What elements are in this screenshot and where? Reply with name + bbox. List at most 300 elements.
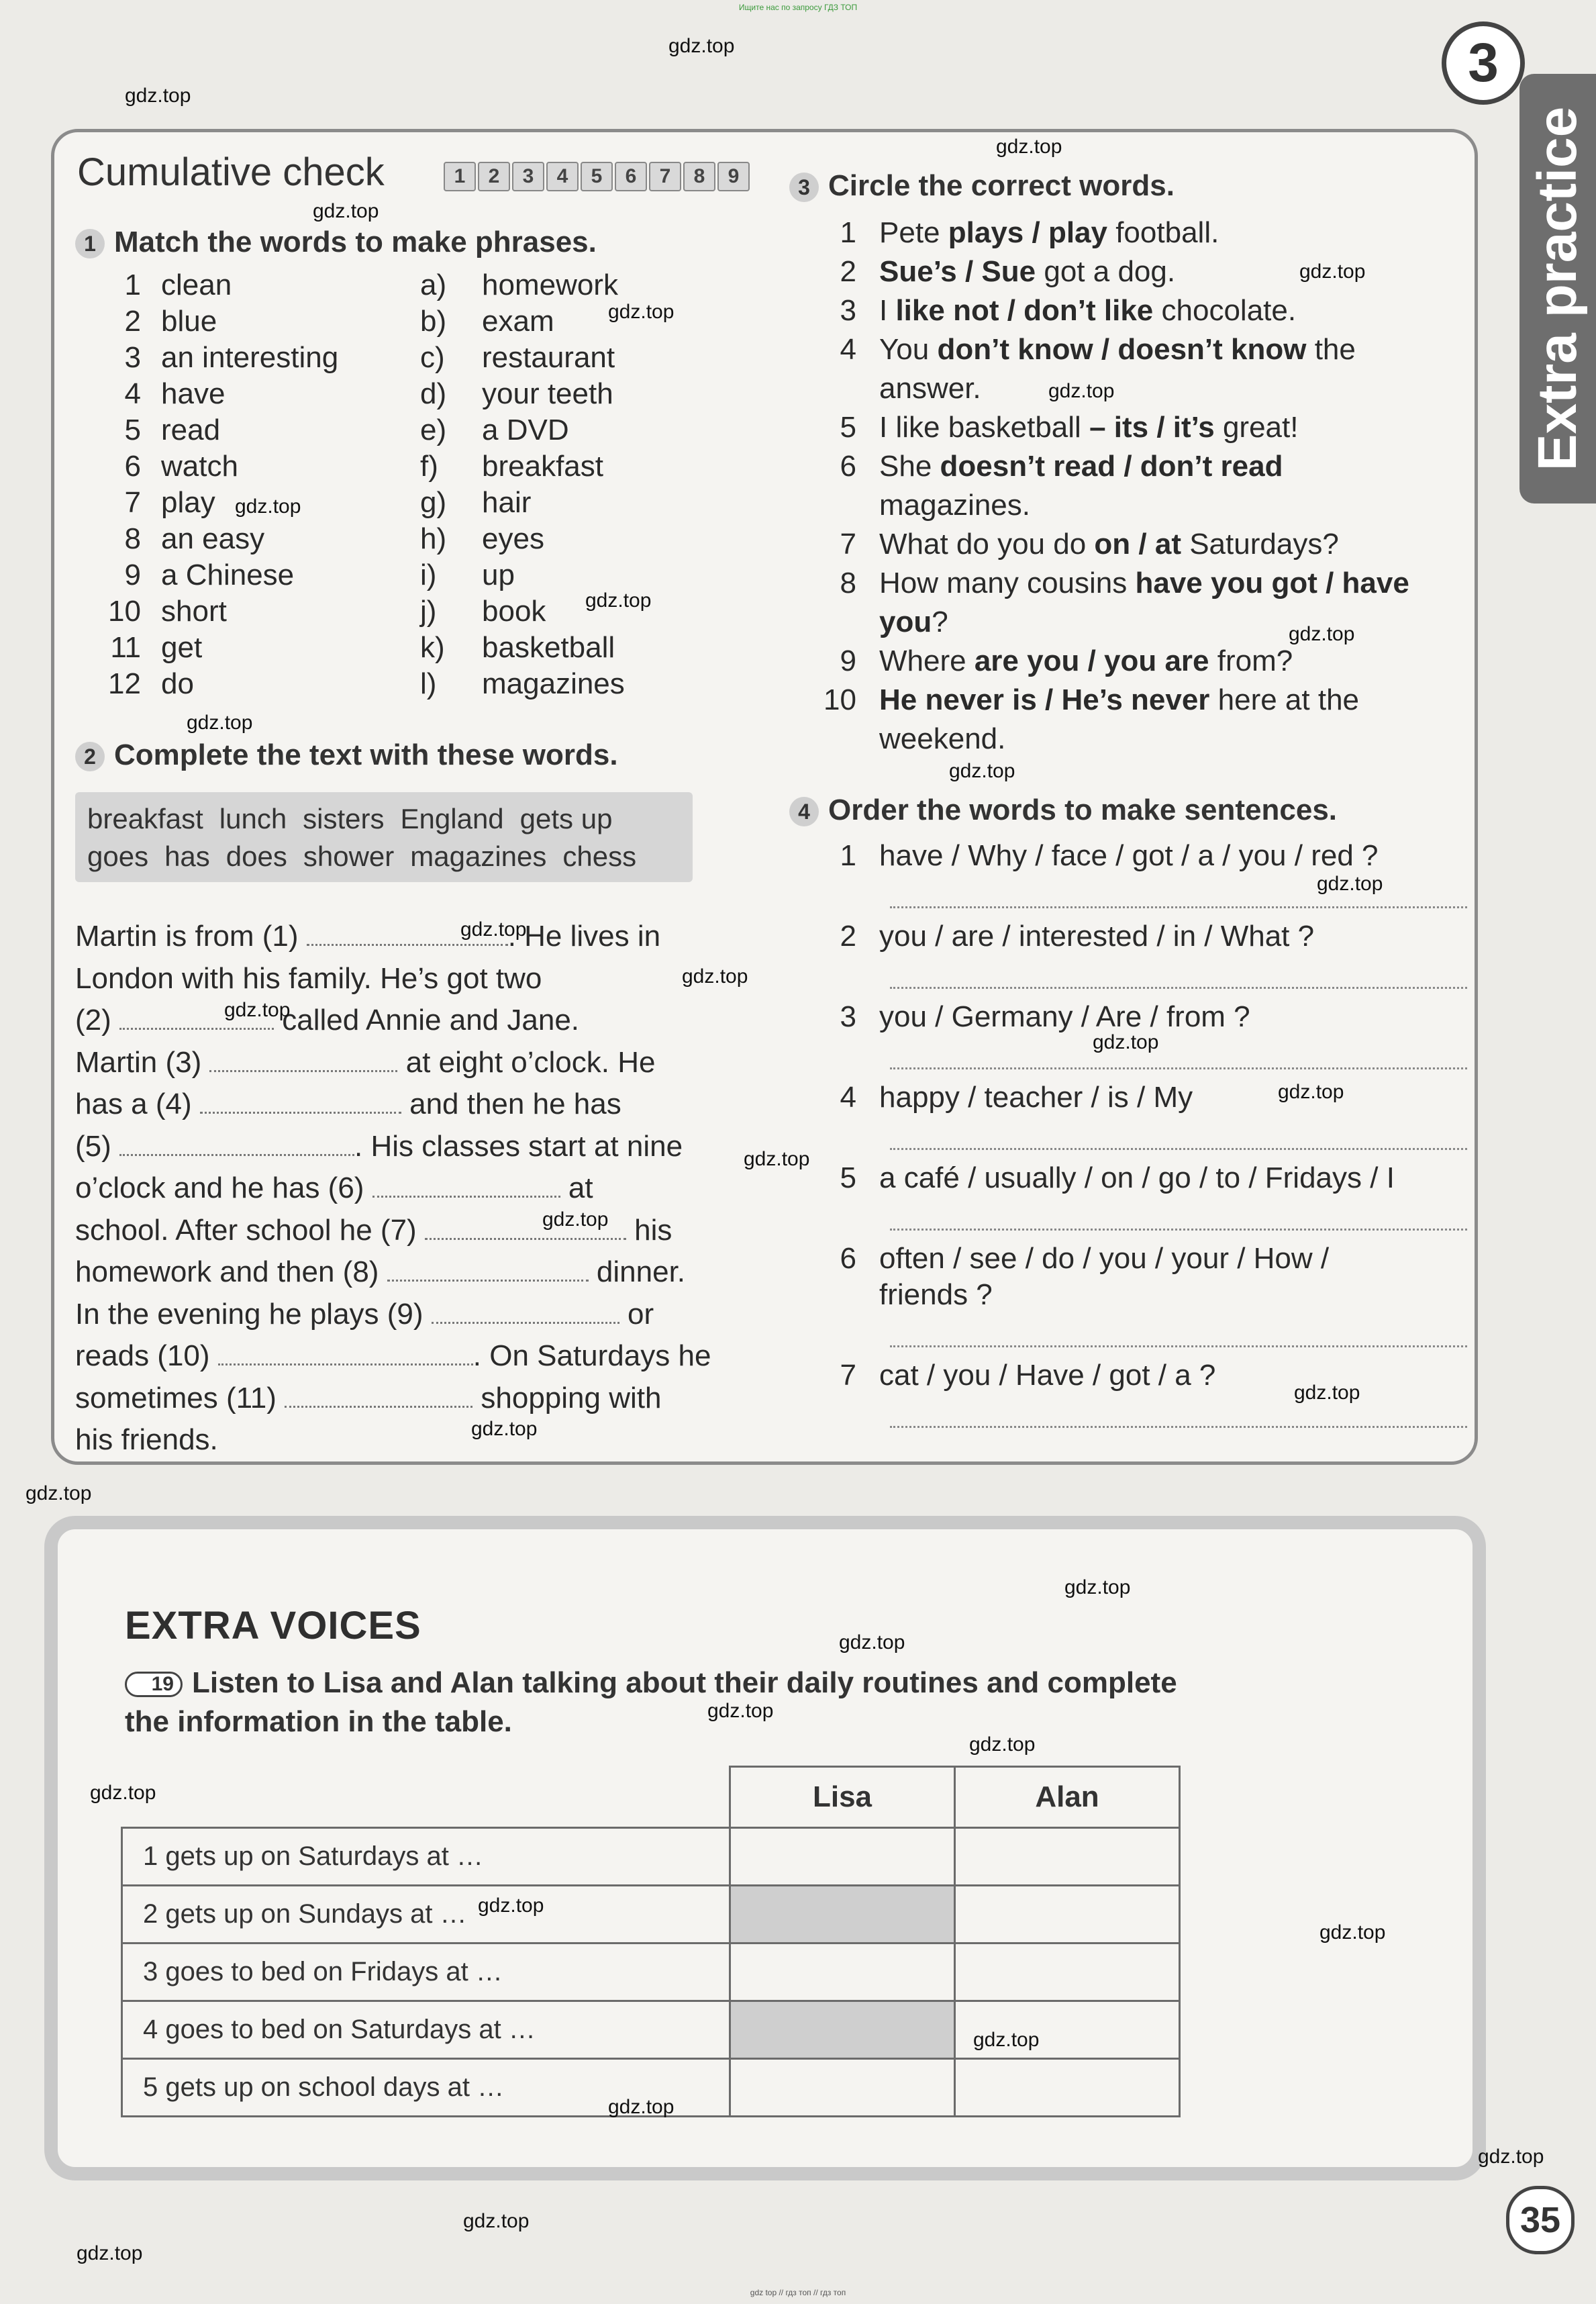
sentence-text: Where bbox=[879, 644, 975, 677]
list-item bbox=[819, 1242, 1329, 1276]
sentence-text: Saturdays? bbox=[1181, 528, 1339, 561]
text-segment: sometimes (11) bbox=[75, 1381, 285, 1414]
text-line bbox=[75, 1255, 685, 1289]
item-text: restaurant bbox=[482, 341, 615, 374]
item-letter: l) bbox=[420, 667, 437, 700]
text-line bbox=[75, 1130, 683, 1163]
item-text: a café / usually / on / go / to / Fridays / I bbox=[879, 1161, 1395, 1194]
item-number: 3 bbox=[124, 341, 141, 374]
watermark-text: gdz.top bbox=[187, 712, 253, 734]
item-text: have / Why / face / got / a / you / red ? bbox=[879, 839, 1379, 872]
list-item bbox=[101, 414, 220, 447]
item-text: hair bbox=[482, 486, 532, 519]
sentence-text: here at the bbox=[1209, 683, 1360, 716]
unit-step: 8 bbox=[683, 162, 715, 191]
lisa-cell[interactable] bbox=[730, 2059, 955, 2117]
item-letter: g) bbox=[420, 486, 447, 519]
text-segment: Martin is from (1) bbox=[75, 920, 307, 953]
item-letter: j) bbox=[420, 595, 437, 628]
item-number: 1 bbox=[840, 839, 856, 872]
item-number: 4 bbox=[840, 1081, 856, 1114]
word-bank bbox=[75, 792, 693, 882]
option-text[interactable]: plays / play bbox=[948, 216, 1107, 249]
word-bank-line bbox=[87, 800, 681, 838]
list-item bbox=[819, 644, 1293, 678]
answer-blank[interactable] bbox=[372, 1173, 560, 1198]
list-item bbox=[101, 486, 215, 520]
watermark-text: gdz.top bbox=[1478, 2146, 1544, 2168]
text-segment: at bbox=[560, 1171, 593, 1204]
row-label: 4 goes to bed on Saturdays at … bbox=[122, 2001, 730, 2059]
list-item bbox=[420, 595, 546, 628]
option-text[interactable]: are you / you are bbox=[974, 644, 1209, 677]
exercise-title: Complete the text with these words. bbox=[114, 738, 618, 771]
item-text: you / are / interested / in / What ? bbox=[879, 920, 1315, 953]
list-item bbox=[101, 305, 217, 338]
item-text: blue bbox=[161, 305, 217, 338]
text-line bbox=[75, 1171, 593, 1205]
alan-cell[interactable] bbox=[955, 1943, 1180, 2001]
item-text: clean bbox=[161, 269, 232, 301]
option-text[interactable]: have you got / have bbox=[1135, 567, 1409, 599]
watermark-text: gdz.top bbox=[949, 760, 1015, 782]
list-item bbox=[819, 294, 1296, 328]
item-letter: b) bbox=[420, 305, 447, 338]
answer-line[interactable] bbox=[890, 1345, 1467, 1347]
lisa-cell[interactable] bbox=[730, 1886, 955, 1943]
exercise-title: Circle the correct words. bbox=[828, 169, 1175, 202]
word-bank-line bbox=[87, 838, 681, 875]
row-label: 2 gets up on Sundays at … bbox=[122, 1886, 730, 1943]
lisa-cell[interactable] bbox=[730, 1943, 955, 2001]
alan-cell[interactable] bbox=[955, 2059, 1180, 2117]
row-label: 1 gets up on Saturdays at … bbox=[122, 1828, 730, 1886]
sentence-text: the bbox=[1306, 333, 1356, 366]
exercise-3-heading bbox=[789, 169, 1175, 203]
side-tab-label: Extra practice bbox=[1527, 106, 1588, 471]
answer-blank[interactable] bbox=[119, 1131, 354, 1156]
item-text: an interesting bbox=[161, 341, 339, 374]
answer-line[interactable] bbox=[890, 987, 1467, 989]
option-text[interactable]: like not / don’t like bbox=[895, 294, 1154, 327]
answer-blank[interactable] bbox=[200, 1089, 401, 1114]
text-segment: . On Saturdays he bbox=[472, 1339, 711, 1372]
text-line bbox=[75, 1382, 661, 1415]
text-segment: and then he has bbox=[401, 1088, 621, 1120]
text-segment: Martin (3) bbox=[75, 1045, 210, 1079]
watermark-text: gdz.top bbox=[1048, 380, 1115, 402]
option-text[interactable]: Sue’s / Sue bbox=[879, 255, 1036, 288]
unit-step: 4 bbox=[546, 162, 579, 191]
word-bank-word: sisters bbox=[303, 803, 385, 834]
watermark-text: gdz.top bbox=[744, 1148, 810, 1170]
sentence-text: great! bbox=[1214, 411, 1299, 444]
list-item bbox=[101, 667, 194, 701]
watermark-text: gdz.top bbox=[235, 495, 301, 518]
item-text: a Chinese bbox=[161, 559, 295, 591]
watermark-text: gdz.top bbox=[1289, 623, 1355, 645]
text-segment: In the evening he plays (9) bbox=[75, 1297, 432, 1331]
text-segment: London with his family. He’s got two bbox=[75, 961, 542, 995]
sentence-text: She bbox=[879, 450, 940, 483]
option-text[interactable]: doesn’t read / don’t read bbox=[940, 450, 1283, 483]
sentence-text: chocolate. bbox=[1153, 294, 1297, 327]
answer-blank[interactable] bbox=[209, 1047, 397, 1072]
side-tab bbox=[1519, 74, 1596, 503]
exercise-1-heading bbox=[75, 226, 597, 259]
list-item bbox=[420, 305, 554, 338]
watermark-text: gdz.top bbox=[460, 918, 527, 941]
exercise-number: 4 bbox=[789, 797, 819, 826]
list-item bbox=[819, 920, 1314, 953]
watermark-text: gdz.top bbox=[608, 2096, 675, 2118]
text-segment: his bbox=[626, 1213, 672, 1247]
sentence-text: What do you do bbox=[879, 528, 1095, 561]
list-item bbox=[819, 1359, 1215, 1392]
text-segment: . He lives in bbox=[507, 920, 661, 953]
option-text[interactable]: – its / it’s bbox=[1089, 411, 1215, 444]
item-letter: f) bbox=[420, 450, 438, 483]
text-line bbox=[75, 1298, 654, 1331]
row-label: 3 goes to bed on Fridays at … bbox=[122, 1943, 730, 2001]
list-item bbox=[101, 559, 294, 592]
answer-line[interactable] bbox=[890, 1148, 1467, 1150]
item-number: 1 bbox=[840, 216, 856, 249]
watermark-text: gdz.top bbox=[1299, 260, 1366, 283]
list-item bbox=[819, 1000, 1250, 1034]
item-text: happy / teacher / is / My bbox=[879, 1081, 1193, 1114]
item-text: cat / you / Have / got / a ? bbox=[879, 1359, 1216, 1392]
exercise-number: 1 bbox=[75, 229, 105, 258]
item-text: have bbox=[161, 377, 226, 410]
item-number: 1 bbox=[124, 269, 141, 301]
list-item bbox=[420, 269, 618, 302]
list-item bbox=[420, 414, 569, 447]
routine-table bbox=[121, 1766, 1181, 2117]
table-row bbox=[122, 1943, 1180, 2001]
text-line bbox=[75, 1046, 655, 1079]
item-number: 6 bbox=[840, 1242, 856, 1275]
watermark-text: gdz.top bbox=[1319, 1921, 1386, 1943]
item-number: 5 bbox=[124, 414, 141, 446]
instruction-text: Listen to Lisa and Alan talking about their daily routines and complete the information in the table. bbox=[125, 1666, 1177, 1738]
item-letter: d) bbox=[420, 377, 447, 410]
answer-blank[interactable] bbox=[285, 1383, 472, 1408]
unit-step: 2 bbox=[478, 162, 510, 191]
table-row bbox=[122, 1886, 1180, 1943]
row-label: 5 gets up on school days at … bbox=[122, 2059, 730, 2117]
item-letter: k) bbox=[420, 631, 445, 664]
exercise-number: 3 bbox=[789, 173, 819, 202]
item-number: 4 bbox=[124, 377, 141, 410]
item-text: exam bbox=[482, 305, 554, 338]
unit-step: 6 bbox=[615, 162, 647, 191]
watermark-text: gdz.top bbox=[542, 1208, 609, 1231]
item-number: 10 bbox=[108, 595, 141, 628]
answer-line[interactable] bbox=[890, 1426, 1467, 1428]
text-line bbox=[75, 920, 660, 953]
exercise-2-heading bbox=[75, 738, 618, 772]
watermark-text: gdz.top bbox=[1317, 873, 1383, 895]
item-number: 10 bbox=[824, 683, 856, 716]
item-number: 6 bbox=[124, 450, 141, 483]
item-text: an easy bbox=[161, 522, 265, 555]
list-item bbox=[101, 269, 232, 302]
word-bank-word: shower bbox=[303, 841, 395, 872]
unit-step: 3 bbox=[512, 162, 544, 191]
sentence-text: I bbox=[879, 294, 896, 327]
item-text: breakfast bbox=[482, 450, 603, 483]
item-text: do bbox=[161, 667, 194, 700]
item-letter: h) bbox=[420, 522, 447, 555]
item-number: 9 bbox=[124, 559, 141, 591]
list-item bbox=[101, 631, 202, 665]
list-item bbox=[819, 450, 1283, 483]
item-number: 4 bbox=[840, 333, 856, 366]
audio-track-icon[interactable]: 19 bbox=[125, 1672, 183, 1697]
sentence-text: got a dog. bbox=[1036, 255, 1176, 288]
lisa-cell[interactable] bbox=[730, 1828, 955, 1886]
watermark-text: gdz.top bbox=[668, 35, 735, 57]
list-item bbox=[101, 377, 225, 411]
item-text: get bbox=[161, 631, 203, 664]
exercise-title: Order the words to make sentences. bbox=[828, 794, 1338, 826]
item-number: 6 bbox=[840, 450, 856, 483]
word-bank-word: chess bbox=[562, 841, 637, 872]
sentence-text: weekend. bbox=[879, 722, 1006, 755]
top-banner: Ищите нас по запросу ГДЗ ТОП bbox=[738, 3, 858, 12]
list-item bbox=[819, 489, 1030, 522]
answer-blank[interactable] bbox=[218, 1341, 473, 1365]
item-text: book bbox=[482, 595, 546, 628]
list-item bbox=[101, 450, 238, 483]
watermark-text: gdz.top bbox=[26, 1482, 92, 1504]
unit-step: 9 bbox=[717, 162, 750, 191]
item-text: play bbox=[161, 486, 215, 519]
option-text[interactable]: He never is / He’s never bbox=[879, 683, 1210, 716]
unit-step: 5 bbox=[581, 162, 613, 191]
watermark-text: gdz.top bbox=[608, 301, 675, 323]
list-item bbox=[420, 341, 615, 375]
list-item bbox=[819, 606, 948, 639]
text-segment: his friends. bbox=[75, 1423, 218, 1456]
item-text: eyes bbox=[482, 522, 544, 555]
list-item bbox=[420, 559, 515, 592]
list-item bbox=[420, 486, 531, 520]
list-item bbox=[420, 667, 625, 701]
option-text[interactable]: you bbox=[879, 606, 932, 638]
list-item bbox=[819, 1081, 1193, 1114]
extra-voices-title: EXTRA VOICES bbox=[125, 1604, 421, 1647]
sentence-text: You bbox=[879, 333, 938, 366]
text-segment: shopping with bbox=[472, 1381, 662, 1414]
item-text: short bbox=[161, 595, 227, 628]
answer-line[interactable] bbox=[890, 1229, 1467, 1231]
table-corner bbox=[122, 1767, 730, 1828]
item-number: 9 bbox=[840, 644, 856, 677]
unit-step: 1 bbox=[444, 162, 476, 191]
watermark-text: gdz.top bbox=[1278, 1081, 1344, 1103]
item-letter: a) bbox=[420, 269, 447, 301]
word-bank-word: lunch bbox=[219, 803, 287, 834]
option-text[interactable]: on / at bbox=[1094, 528, 1181, 561]
word-bank-word: England bbox=[400, 803, 504, 834]
sentence-text: How many cousins bbox=[879, 567, 1136, 599]
watermark-text: gdz.top bbox=[969, 1733, 1036, 1756]
item-number: 5 bbox=[840, 411, 856, 444]
item-number: 8 bbox=[840, 567, 856, 599]
word-bank-word: breakfast bbox=[87, 803, 203, 834]
item-text: up bbox=[482, 559, 515, 591]
list-item bbox=[420, 631, 615, 665]
item-text: you / Germany / Are / from ? bbox=[879, 1000, 1250, 1033]
list-item bbox=[819, 411, 1298, 444]
item-text: basketball bbox=[482, 631, 615, 664]
text-segment: (5) bbox=[75, 1129, 119, 1163]
item-text: read bbox=[161, 414, 221, 446]
sentence-text: ? bbox=[932, 606, 948, 638]
sentence-text: from? bbox=[1209, 644, 1293, 677]
watermark-text: gdz.top bbox=[682, 965, 748, 988]
watermark-text: gdz.top bbox=[1093, 1031, 1159, 1053]
text-line bbox=[75, 962, 542, 996]
list-item bbox=[101, 595, 227, 628]
text-segment: (2) bbox=[75, 1004, 119, 1037]
answer-blank[interactable] bbox=[387, 1257, 589, 1282]
text-segment: called Annie and Jane. bbox=[274, 1004, 580, 1037]
word-bank-word: goes bbox=[87, 841, 149, 872]
item-text: homework bbox=[482, 269, 618, 301]
unit-progress bbox=[444, 162, 752, 191]
list-item bbox=[819, 1278, 993, 1312]
sentence-text: magazines. bbox=[879, 489, 1031, 522]
list-item bbox=[819, 255, 1175, 289]
page-number: 35 bbox=[1506, 2186, 1575, 2254]
item-number: 3 bbox=[840, 1000, 856, 1033]
panel-title: Cumulative check bbox=[77, 150, 385, 194]
answer-blank[interactable] bbox=[432, 1299, 619, 1324]
item-text: often / see / do / you / your / How / bbox=[879, 1242, 1330, 1275]
item-number: 7 bbox=[124, 486, 141, 519]
watermark-text: gdz.top bbox=[77, 2242, 143, 2264]
item-number: 2 bbox=[124, 305, 141, 338]
item-text: a DVD bbox=[482, 414, 569, 446]
watermark-text: gdz.top bbox=[90, 1782, 156, 1804]
list-item bbox=[819, 372, 981, 405]
extra-voices-instruction bbox=[125, 1664, 1199, 1741]
exercise-4-heading bbox=[789, 794, 1337, 827]
unit-step: 7 bbox=[649, 162, 681, 191]
alan-cell[interactable] bbox=[955, 1886, 1180, 1943]
list-item bbox=[819, 333, 1356, 367]
unit-badge: 3 bbox=[1442, 21, 1525, 105]
watermark-text: gdz.top bbox=[1064, 1576, 1131, 1598]
bottom-banner: gdz top // гдз топ // гдз топ bbox=[750, 2288, 846, 2297]
list-item bbox=[819, 528, 1339, 561]
exercise-title: Match the words to make phrases. bbox=[114, 226, 597, 258]
list-item bbox=[101, 341, 338, 375]
exercise-number: 2 bbox=[75, 742, 105, 771]
sentence-text: Pete bbox=[879, 216, 948, 249]
text-segment: school. After school he (7) bbox=[75, 1213, 425, 1247]
watermark-text: gdz.top bbox=[224, 999, 291, 1021]
text-line bbox=[75, 1423, 218, 1457]
watermark-text: gdz.top bbox=[471, 1418, 538, 1440]
item-text: watch bbox=[161, 450, 238, 483]
text-segment: reads (10) bbox=[75, 1339, 218, 1372]
list-item bbox=[819, 216, 1219, 250]
list-item bbox=[420, 522, 544, 556]
text-segment: . His classes start at nine bbox=[354, 1129, 683, 1163]
text-segment: has a (4) bbox=[75, 1088, 200, 1120]
watermark-text: gdz.top bbox=[1294, 1382, 1360, 1404]
sentence-text: football. bbox=[1107, 216, 1219, 249]
text-segment: dinner. bbox=[588, 1255, 686, 1288]
answer-line[interactable] bbox=[890, 1067, 1467, 1069]
word-bank-word: has bbox=[164, 841, 210, 872]
list-item bbox=[819, 1161, 1395, 1195]
item-number: 12 bbox=[108, 667, 141, 700]
item-text: your teeth bbox=[482, 377, 613, 410]
list-item bbox=[819, 722, 1005, 756]
list-item bbox=[420, 377, 613, 411]
answer-line[interactable] bbox=[890, 906, 1467, 908]
watermark-text: gdz.top bbox=[478, 1894, 544, 1917]
watermark-text: gdz.top bbox=[125, 85, 191, 107]
word-bank-word: does bbox=[226, 841, 287, 872]
option-text[interactable]: don’t know / doesn’t know bbox=[937, 333, 1307, 366]
item-letter: i) bbox=[420, 559, 437, 591]
watermark-text: gdz.top bbox=[973, 2029, 1040, 2051]
table-header-row bbox=[122, 1767, 1180, 1828]
word-bank-word: magazines bbox=[410, 841, 547, 872]
item-number: 8 bbox=[124, 522, 141, 555]
item-number: 2 bbox=[840, 255, 856, 288]
column-header-alan: Alan bbox=[955, 1767, 1180, 1828]
text-segment: o’clock and he has (6) bbox=[75, 1171, 372, 1204]
text-segment: homework and then (8) bbox=[75, 1255, 387, 1288]
text-line bbox=[75, 1339, 711, 1373]
lisa-cell[interactable] bbox=[730, 2001, 955, 2059]
table-row bbox=[122, 1828, 1180, 1886]
sentence-text: answer. bbox=[879, 372, 981, 405]
text-line bbox=[75, 1088, 621, 1121]
item-text: magazines bbox=[482, 667, 625, 700]
text-line bbox=[75, 1004, 579, 1037]
text-segment: or bbox=[619, 1297, 654, 1331]
sentence-text: I like basketball bbox=[879, 411, 1090, 444]
item-letter: e) bbox=[420, 414, 447, 446]
watermark-text: gdz.top bbox=[313, 200, 379, 222]
item-letter: c) bbox=[420, 341, 445, 374]
column-header-lisa: Lisa bbox=[730, 1767, 955, 1828]
item-number: 11 bbox=[110, 631, 141, 664]
list-item bbox=[819, 567, 1409, 600]
item-text: friends ? bbox=[879, 1278, 993, 1311]
item-number: 7 bbox=[840, 528, 856, 561]
watermark-text: gdz.top bbox=[707, 1700, 774, 1722]
watermark-text: gdz.top bbox=[839, 1631, 905, 1653]
text-segment: at eight o’clock. He bbox=[397, 1045, 656, 1079]
watermark-text: gdz.top bbox=[585, 589, 652, 612]
list-item bbox=[819, 839, 1379, 873]
item-number: 7 bbox=[840, 1359, 856, 1392]
item-number: 5 bbox=[840, 1161, 856, 1194]
list-item bbox=[819, 683, 1359, 717]
alan-cell[interactable] bbox=[955, 1828, 1180, 1886]
list-item bbox=[101, 522, 264, 556]
list-item bbox=[420, 450, 603, 483]
